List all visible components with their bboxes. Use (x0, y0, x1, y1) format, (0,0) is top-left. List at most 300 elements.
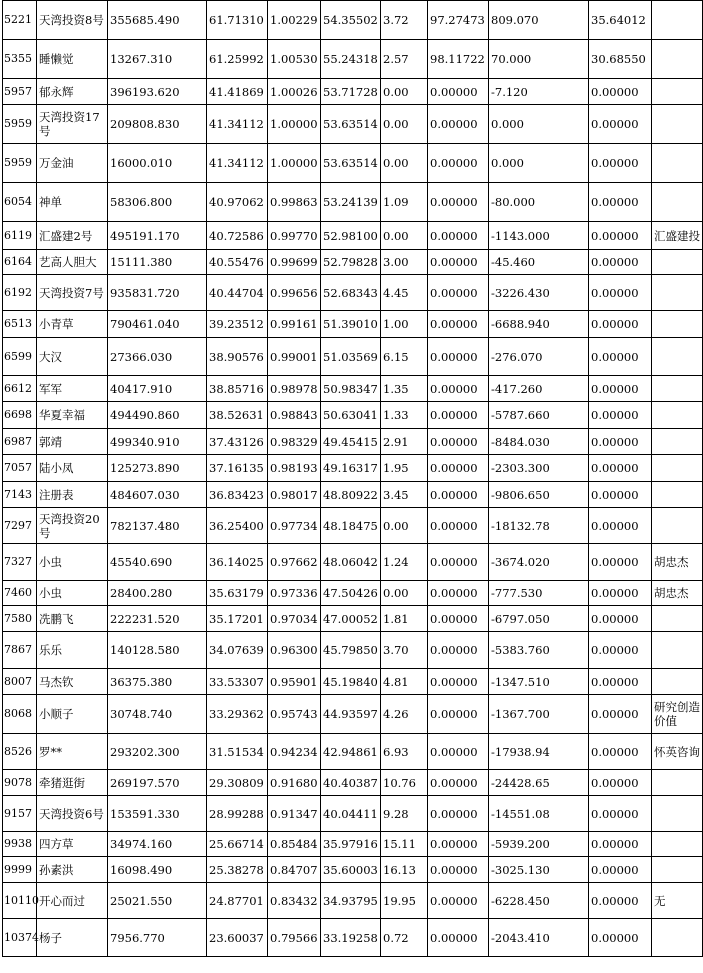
cell-value-b: 42.94861 (321, 734, 381, 770)
cell-note (652, 376, 703, 402)
cell-assets: 209808.830 (108, 105, 207, 144)
cell-name: 开心而过 (37, 883, 108, 919)
cell-ratio: 0.98978 (268, 376, 321, 402)
cell-assets: 782137.480 (108, 508, 207, 544)
table-row (3, 183, 703, 222)
cell-value-e: -3674.020 (489, 544, 589, 581)
cell-ratio: 0.99863 (268, 183, 321, 222)
cell-note (652, 338, 703, 376)
cell-value-f: 0.00000 (589, 508, 652, 544)
cell-name: 郭靖 (37, 429, 108, 455)
cell-value-b: 55.24318 (321, 40, 381, 79)
cell-note (652, 250, 703, 275)
cell-ratio: 0.79566 (268, 919, 321, 957)
cell-id: 9938 (3, 832, 37, 857)
table-row (3, 429, 703, 455)
cell-name: 注册表 (37, 482, 108, 508)
cell-ratio: 1.00229 (268, 1, 321, 40)
cell-id: 6192 (3, 275, 37, 311)
cell-value-b: 53.71728 (321, 79, 381, 105)
cell-value-d: 0.00000 (428, 581, 489, 606)
cell-value-e: -417.260 (489, 376, 589, 402)
cell-ratio: 0.83432 (268, 883, 321, 919)
table-row (3, 311, 703, 338)
cell-ratio: 0.98843 (268, 402, 321, 429)
cell-value-e: 809.070 (489, 1, 589, 40)
table-row (3, 402, 703, 429)
cell-value-e: -1347.510 (489, 669, 589, 695)
cell-name: 牵猪逛街 (37, 770, 108, 796)
cell-value-f: 30.68550 (589, 40, 652, 79)
cell-value-d: 0.00000 (428, 79, 489, 105)
cell-id: 7143 (3, 482, 37, 508)
cell-value-a: 24.87701 (207, 883, 268, 919)
cell-value-b: 33.19258 (321, 919, 381, 957)
cell-assets: 28400.280 (108, 581, 207, 606)
cell-value-f: 0.00000 (589, 581, 652, 606)
ranking-table (2, 0, 703, 957)
cell-value-b: 45.19840 (321, 669, 381, 695)
cell-value-a: 35.17201 (207, 606, 268, 632)
cell-value-c: 3.70 (381, 632, 428, 669)
cell-id: 6599 (3, 338, 37, 376)
cell-ratio: 0.99001 (268, 338, 321, 376)
cell-ratio: 1.00000 (268, 105, 321, 144)
cell-value-d: 0.00000 (428, 402, 489, 429)
cell-value-e: -777.530 (489, 581, 589, 606)
cell-value-d: 0.00000 (428, 606, 489, 632)
cell-note (652, 275, 703, 311)
cell-value-d: 97.27473 (428, 1, 489, 40)
cell-assets: 40417.910 (108, 376, 207, 402)
cell-assets: 7956.770 (108, 919, 207, 957)
cell-assets: 293202.300 (108, 734, 207, 770)
cell-assets: 222231.520 (108, 606, 207, 632)
cell-assets: 269197.570 (108, 770, 207, 796)
cell-value-c: 3.00 (381, 250, 428, 275)
cell-value-f: 0.00000 (589, 883, 652, 919)
cell-value-d: 0.00000 (428, 338, 489, 376)
cell-name: 小虫 (37, 581, 108, 606)
cell-value-e: -45.460 (489, 250, 589, 275)
cell-value-c: 1.33 (381, 402, 428, 429)
table-row (3, 376, 703, 402)
table-row (3, 105, 703, 144)
cell-value-b: 53.63514 (321, 144, 381, 183)
cell-value-e: -80.000 (489, 183, 589, 222)
cell-assets: 25021.550 (108, 883, 207, 919)
cell-ratio: 0.98017 (268, 482, 321, 508)
cell-ratio: 0.99770 (268, 222, 321, 250)
cell-name: 睡懒觉 (37, 40, 108, 79)
cell-value-a: 25.38278 (207, 857, 268, 883)
cell-id: 8068 (3, 695, 37, 734)
cell-id: 9999 (3, 857, 37, 883)
cell-note (652, 919, 703, 957)
cell-ratio: 0.85484 (268, 832, 321, 857)
cell-note: 无 (652, 883, 703, 919)
cell-value-c: 0.00 (381, 105, 428, 144)
cell-value-c: 15.11 (381, 832, 428, 857)
cell-value-e: -14551.08 (489, 796, 589, 832)
cell-note (652, 482, 703, 508)
table-row (3, 1, 703, 40)
cell-ratio: 0.96300 (268, 632, 321, 669)
cell-value-f: 0.00000 (589, 919, 652, 957)
cell-note: 怀英咨询 (652, 734, 703, 770)
cell-assets: 16000.010 (108, 144, 207, 183)
cell-value-f: 0.00000 (589, 669, 652, 695)
cell-value-c: 3.45 (381, 482, 428, 508)
cell-id: 5959 (3, 105, 37, 144)
cell-value-a: 36.83423 (207, 482, 268, 508)
cell-value-c: 0.00 (381, 508, 428, 544)
cell-value-c: 1.35 (381, 376, 428, 402)
cell-ratio: 0.97662 (268, 544, 321, 581)
cell-value-a: 40.72586 (207, 222, 268, 250)
cell-value-d: 0.00000 (428, 222, 489, 250)
cell-value-f: 0.00000 (589, 544, 652, 581)
cell-id: 5957 (3, 79, 37, 105)
cell-name: 陆小凤 (37, 455, 108, 482)
cell-value-b: 49.45415 (321, 429, 381, 455)
cell-value-d: 0.00000 (428, 857, 489, 883)
cell-value-b: 44.93597 (321, 695, 381, 734)
cell-value-a: 31.51534 (207, 734, 268, 770)
cell-assets: 27366.030 (108, 338, 207, 376)
cell-name: 天湾投资6号 (37, 796, 108, 832)
cell-ratio: 0.95901 (268, 669, 321, 695)
cell-note (652, 144, 703, 183)
cell-value-a: 61.25992 (207, 40, 268, 79)
cell-assets: 13267.310 (108, 40, 207, 79)
cell-name: 小虫 (37, 544, 108, 581)
cell-value-a: 34.07639 (207, 632, 268, 669)
cell-note (652, 1, 703, 40)
cell-value-f: 0.00000 (589, 338, 652, 376)
cell-value-a: 41.34112 (207, 144, 268, 183)
table-body (3, 1, 703, 957)
cell-note: 胡忠杰 (652, 581, 703, 606)
cell-value-e: -3025.130 (489, 857, 589, 883)
cell-value-f: 0.00000 (589, 275, 652, 311)
cell-value-b: 50.63041 (321, 402, 381, 429)
cell-value-e: -3226.430 (489, 275, 589, 311)
cell-value-f: 0.00000 (589, 311, 652, 338)
cell-value-f: 0.00000 (589, 632, 652, 669)
cell-note (652, 508, 703, 544)
cell-value-b: 40.04411 (321, 796, 381, 832)
cell-value-d: 0.00000 (428, 695, 489, 734)
cell-value-c: 6.93 (381, 734, 428, 770)
cell-ratio: 0.94234 (268, 734, 321, 770)
cell-id: 7867 (3, 632, 37, 669)
cell-value-e: -276.070 (489, 338, 589, 376)
cell-value-f: 35.64012 (589, 1, 652, 40)
cell-name: 小顺子 (37, 695, 108, 734)
cell-value-d: 0.00000 (428, 734, 489, 770)
cell-id: 6612 (3, 376, 37, 402)
cell-name: 神单 (37, 183, 108, 222)
cell-value-a: 35.63179 (207, 581, 268, 606)
cell-value-e: 70.000 (489, 40, 589, 79)
table-row (3, 222, 703, 250)
cell-value-c: 4.45 (381, 275, 428, 311)
cell-ratio: 0.95743 (268, 695, 321, 734)
table-row (3, 796, 703, 832)
cell-value-b: 52.98100 (321, 222, 381, 250)
cell-assets: 16098.490 (108, 857, 207, 883)
table-row (3, 695, 703, 734)
cell-value-d: 0.00000 (428, 919, 489, 957)
cell-value-b: 53.24139 (321, 183, 381, 222)
cell-name: 天湾投资7号 (37, 275, 108, 311)
cell-value-a: 36.14025 (207, 544, 268, 581)
table-row (3, 508, 703, 544)
cell-assets: 58306.800 (108, 183, 207, 222)
cell-value-a: 37.43126 (207, 429, 268, 455)
cell-value-a: 23.60037 (207, 919, 268, 957)
cell-value-f: 0.00000 (589, 606, 652, 632)
cell-name: 杨子 (37, 919, 108, 957)
cell-value-b: 35.60003 (321, 857, 381, 883)
cell-value-e: -18132.78 (489, 508, 589, 544)
cell-value-c: 1.24 (381, 544, 428, 581)
cell-value-b: 47.00052 (321, 606, 381, 632)
cell-id: 8526 (3, 734, 37, 770)
table-row (3, 919, 703, 957)
cell-value-c: 19.95 (381, 883, 428, 919)
cell-name: 冼鹏飞 (37, 606, 108, 632)
cell-value-a: 33.29362 (207, 695, 268, 734)
cell-note (652, 669, 703, 695)
cell-ratio: 0.99699 (268, 250, 321, 275)
cell-note: 胡忠杰 (652, 544, 703, 581)
cell-value-e: -6688.940 (489, 311, 589, 338)
cell-value-d: 0.00000 (428, 250, 489, 275)
cell-id: 7580 (3, 606, 37, 632)
cell-note (652, 402, 703, 429)
cell-assets: 494490.860 (108, 402, 207, 429)
cell-value-f: 0.00000 (589, 79, 652, 105)
cell-value-a: 33.53307 (207, 669, 268, 695)
cell-ratio: 0.91680 (268, 770, 321, 796)
table-row (3, 482, 703, 508)
cell-value-b: 50.98347 (321, 376, 381, 402)
cell-value-c: 1.95 (381, 455, 428, 482)
cell-value-f: 0.00000 (589, 105, 652, 144)
cell-value-b: 34.93795 (321, 883, 381, 919)
cell-note (652, 832, 703, 857)
cell-value-f: 0.00000 (589, 250, 652, 275)
table-row (3, 669, 703, 695)
cell-id: 7460 (3, 581, 37, 606)
cell-id: 6119 (3, 222, 37, 250)
cell-note (652, 429, 703, 455)
cell-id: 6987 (3, 429, 37, 455)
cell-assets: 30748.740 (108, 695, 207, 734)
cell-value-c: 10.76 (381, 770, 428, 796)
cell-value-c: 9.28 (381, 796, 428, 832)
cell-name: 天湾投资17号 (37, 105, 108, 144)
cell-value-c: 4.26 (381, 695, 428, 734)
cell-value-e: -1143.000 (489, 222, 589, 250)
cell-value-d: 98.11722 (428, 40, 489, 79)
cell-value-a: 40.44704 (207, 275, 268, 311)
cell-value-d: 0.00000 (428, 429, 489, 455)
cell-ratio: 0.97034 (268, 606, 321, 632)
table-row (3, 79, 703, 105)
cell-value-a: 40.55476 (207, 250, 268, 275)
cell-value-a: 61.71310 (207, 1, 268, 40)
cell-value-a: 38.90576 (207, 338, 268, 376)
cell-value-b: 47.50426 (321, 581, 381, 606)
cell-value-d: 0.00000 (428, 144, 489, 183)
cell-value-d: 0.00000 (428, 669, 489, 695)
cell-assets: 15111.380 (108, 250, 207, 275)
cell-name: 郁永辉 (37, 79, 108, 105)
cell-value-e: -2303.300 (489, 455, 589, 482)
table-row (3, 275, 703, 311)
cell-name: 小青草 (37, 311, 108, 338)
cell-value-b: 48.06042 (321, 544, 381, 581)
cell-value-e: -24428.65 (489, 770, 589, 796)
cell-value-a: 41.34112 (207, 105, 268, 144)
cell-id: 7297 (3, 508, 37, 544)
cell-value-e: -6228.450 (489, 883, 589, 919)
cell-id: 7057 (3, 455, 37, 482)
cell-value-c: 1.09 (381, 183, 428, 222)
cell-name: 艺高人胆大 (37, 250, 108, 275)
cell-name: 天湾投资8号 (37, 1, 108, 40)
cell-value-c: 0.00 (381, 581, 428, 606)
table-row (3, 144, 703, 183)
cell-value-f: 0.00000 (589, 857, 652, 883)
cell-name: 马杰钦 (37, 669, 108, 695)
cell-assets: 484607.030 (108, 482, 207, 508)
cell-ratio: 0.99161 (268, 311, 321, 338)
table-row (3, 581, 703, 606)
cell-value-f: 0.00000 (589, 222, 652, 250)
cell-value-b: 45.79850 (321, 632, 381, 669)
cell-value-f: 0.00000 (589, 455, 652, 482)
cell-name: 汇盛建2号 (37, 222, 108, 250)
cell-value-e: -7.120 (489, 79, 589, 105)
cell-value-b: 49.16317 (321, 455, 381, 482)
cell-name: 华夏幸福 (37, 402, 108, 429)
cell-assets: 45540.690 (108, 544, 207, 581)
cell-value-b: 35.97916 (321, 832, 381, 857)
cell-name: 万金油 (37, 144, 108, 183)
cell-value-d: 0.00000 (428, 275, 489, 311)
cell-note (652, 79, 703, 105)
cell-value-a: 38.52631 (207, 402, 268, 429)
cell-assets: 34974.160 (108, 832, 207, 857)
cell-value-b: 48.18475 (321, 508, 381, 544)
cell-id: 5355 (3, 40, 37, 79)
cell-value-c: 6.15 (381, 338, 428, 376)
cell-id: 8007 (3, 669, 37, 695)
table-row (3, 734, 703, 770)
table-row (3, 832, 703, 857)
cell-value-b: 40.40387 (321, 770, 381, 796)
cell-value-e: -8484.030 (489, 429, 589, 455)
cell-value-f: 0.00000 (589, 144, 652, 183)
cell-note (652, 105, 703, 144)
cell-ratio: 0.97734 (268, 508, 321, 544)
cell-value-f: 0.00000 (589, 402, 652, 429)
cell-value-d: 0.00000 (428, 183, 489, 222)
cell-value-e: 0.000 (489, 105, 589, 144)
table-row (3, 606, 703, 632)
cell-id: 6698 (3, 402, 37, 429)
cell-assets: 125273.890 (108, 455, 207, 482)
cell-value-c: 16.13 (381, 857, 428, 883)
cell-value-a: 41.41869 (207, 79, 268, 105)
cell-value-b: 51.39010 (321, 311, 381, 338)
table-row (3, 40, 703, 79)
cell-value-b: 48.80922 (321, 482, 381, 508)
cell-value-a: 40.97062 (207, 183, 268, 222)
cell-note: 研究创造价值 (652, 695, 703, 734)
cell-value-f: 0.00000 (589, 429, 652, 455)
cell-value-d: 0.00000 (428, 796, 489, 832)
cell-value-a: 28.99288 (207, 796, 268, 832)
table-row (3, 544, 703, 581)
cell-id: 10374 (3, 919, 37, 957)
cell-id: 5959 (3, 144, 37, 183)
cell-value-c: 0.00 (381, 222, 428, 250)
cell-note (652, 857, 703, 883)
table-row (3, 857, 703, 883)
cell-note: 汇盛建投 (652, 222, 703, 250)
cell-value-a: 25.66714 (207, 832, 268, 857)
cell-ratio: 0.99656 (268, 275, 321, 311)
cell-value-e: -6797.050 (489, 606, 589, 632)
cell-value-d: 0.00000 (428, 770, 489, 796)
cell-ratio: 0.97336 (268, 581, 321, 606)
table-row (3, 338, 703, 376)
cell-value-a: 38.85716 (207, 376, 268, 402)
cell-value-c: 2.91 (381, 429, 428, 455)
cell-value-f: 0.00000 (589, 734, 652, 770)
cell-value-e: -17938.94 (489, 734, 589, 770)
cell-id: 6054 (3, 183, 37, 222)
cell-assets: 790461.040 (108, 311, 207, 338)
cell-id: 10110 (3, 883, 37, 919)
cell-name: 天湾投资20号 (37, 508, 108, 544)
cell-note (652, 40, 703, 79)
cell-value-c: 0.72 (381, 919, 428, 957)
cell-ratio: 1.00530 (268, 40, 321, 79)
cell-value-c: 1.00 (381, 311, 428, 338)
cell-value-f: 0.00000 (589, 695, 652, 734)
cell-value-d: 0.00000 (428, 508, 489, 544)
cell-value-b: 52.68343 (321, 275, 381, 311)
cell-ratio: 0.98329 (268, 429, 321, 455)
cell-value-d: 0.00000 (428, 883, 489, 919)
cell-value-e: -5939.200 (489, 832, 589, 857)
cell-assets: 495191.170 (108, 222, 207, 250)
cell-id: 9078 (3, 770, 37, 796)
cell-value-e: 0.000 (489, 144, 589, 183)
cell-note (652, 183, 703, 222)
cell-value-c: 0.00 (381, 79, 428, 105)
cell-value-c: 1.81 (381, 606, 428, 632)
cell-note (652, 770, 703, 796)
cell-value-d: 0.00000 (428, 376, 489, 402)
cell-name: 四方草 (37, 832, 108, 857)
